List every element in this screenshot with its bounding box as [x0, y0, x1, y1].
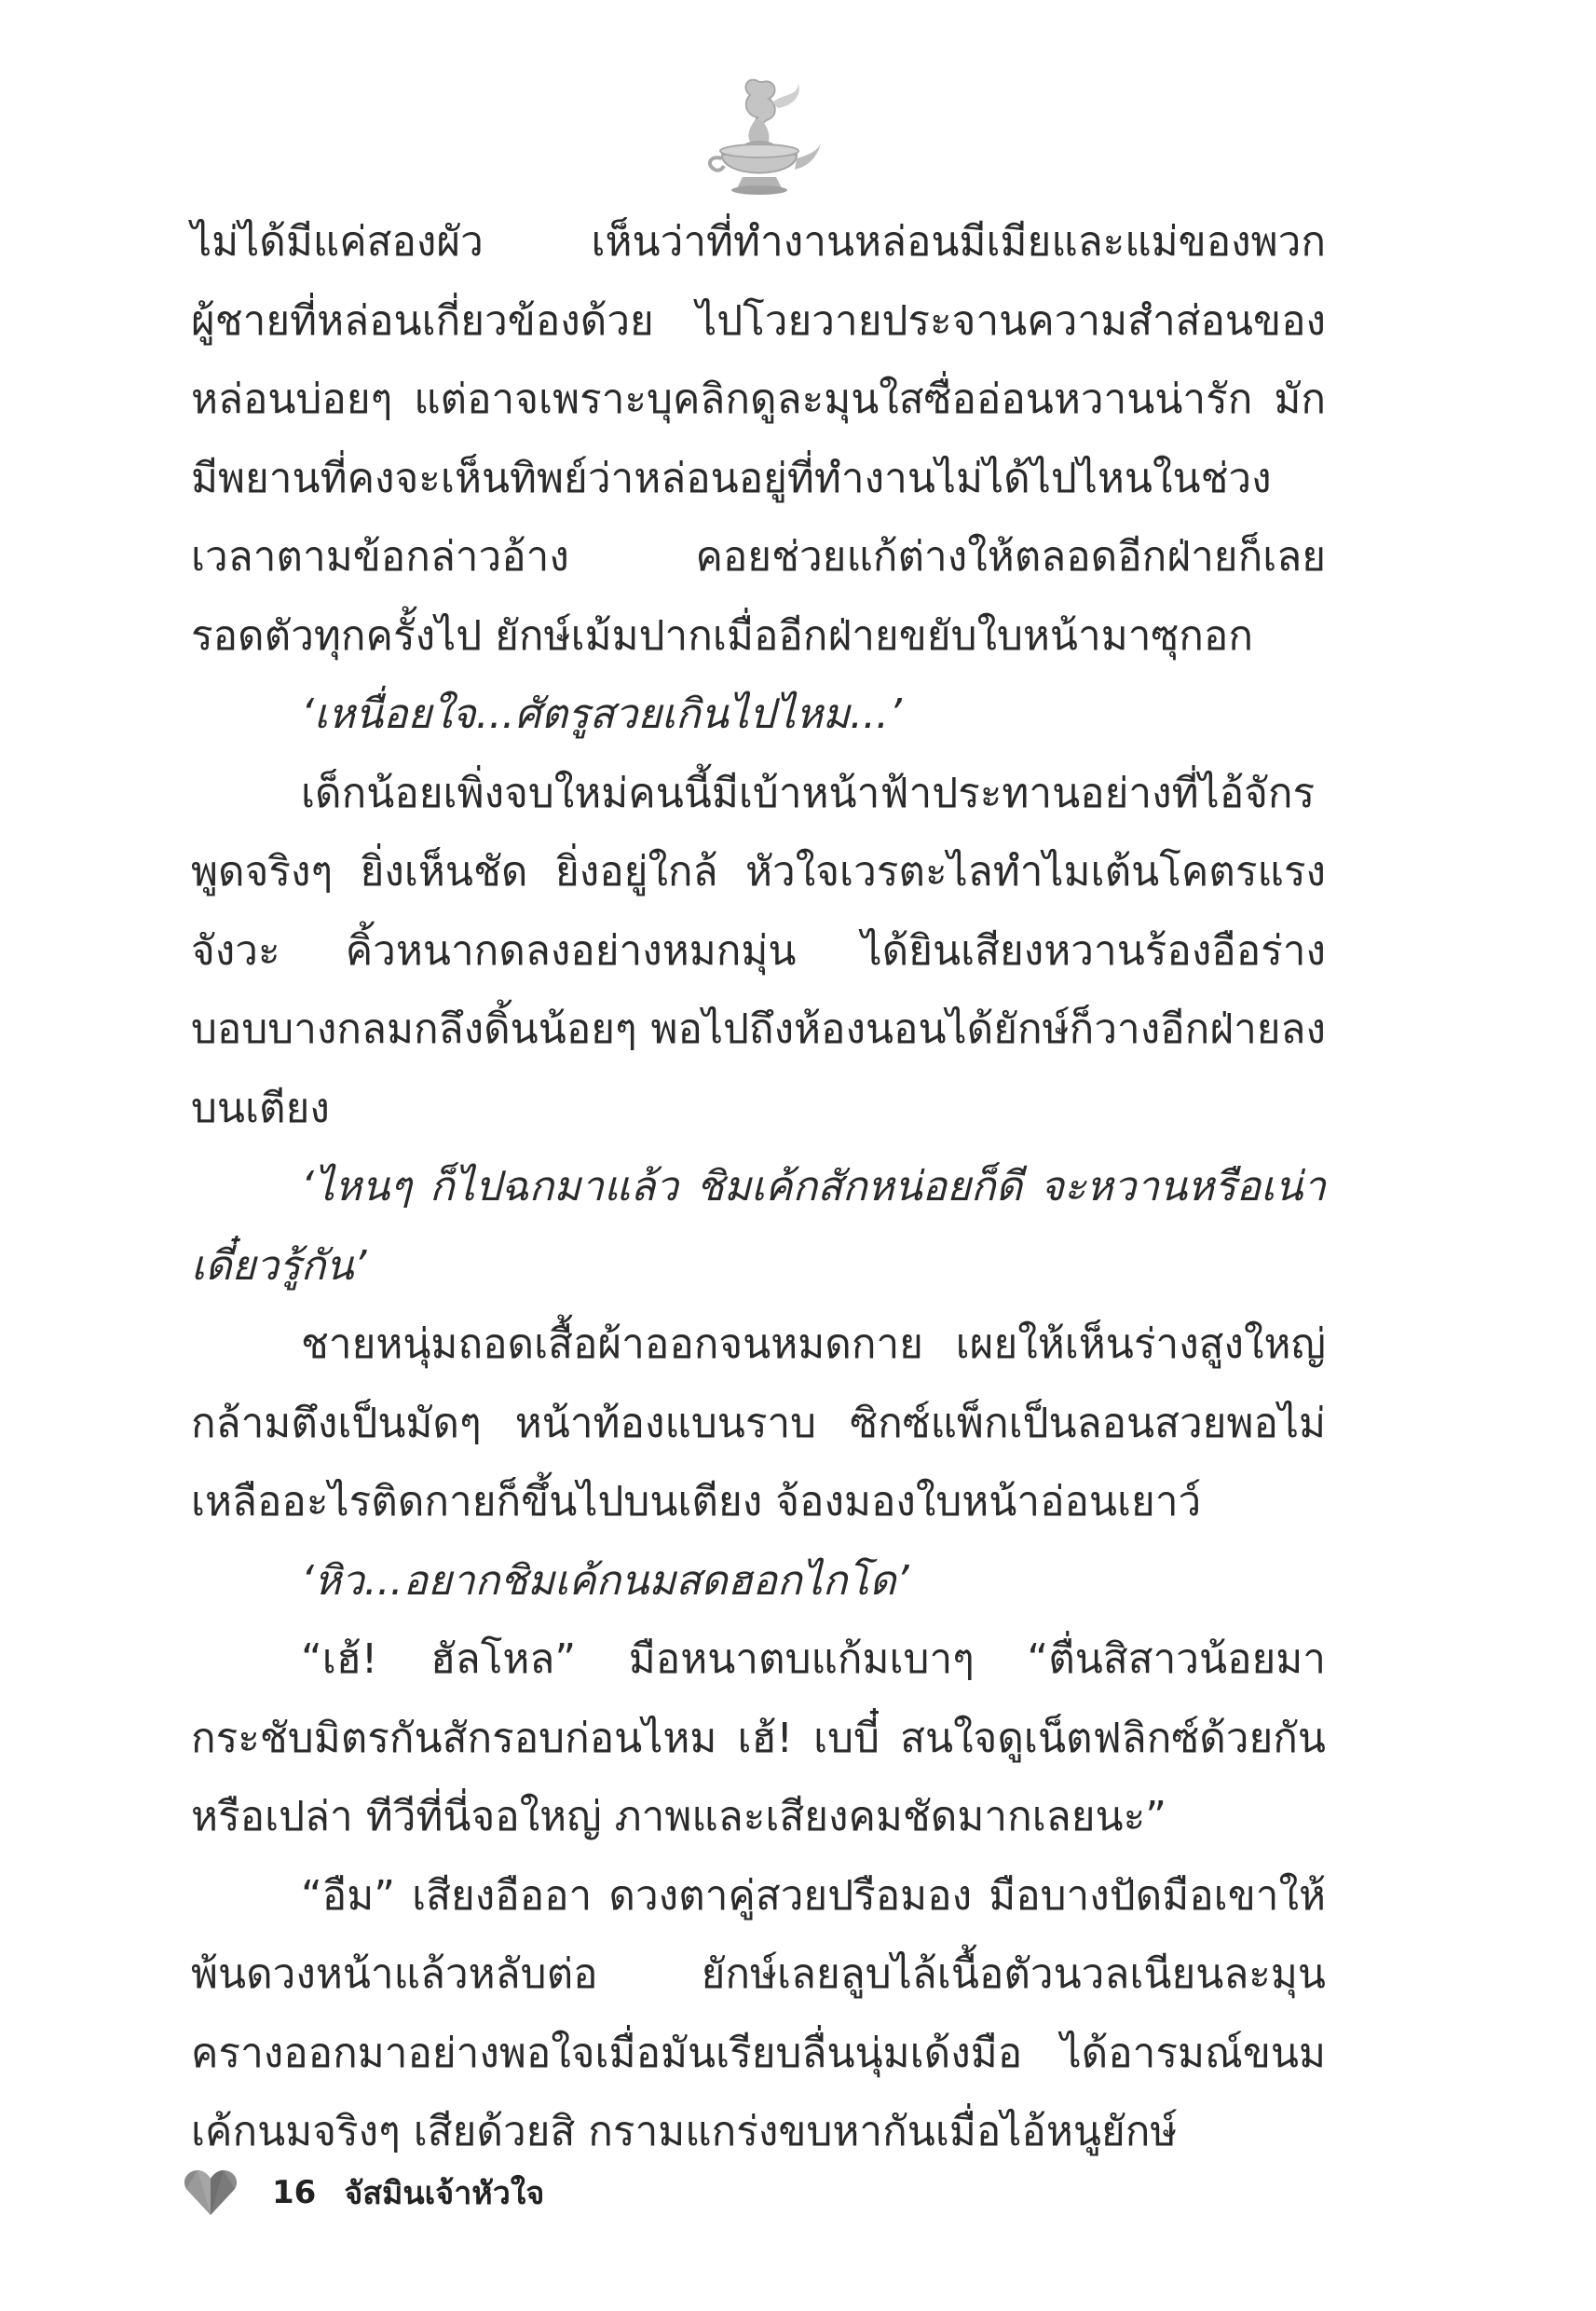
body-text	[191, 203, 1326, 2172]
paragraph: “อืม” เสียงอืออา ดวงตาคู่สวยปรือมอง มือบางปัดมือเขาให้พ้นดวงหน้าแล้วหลับต่อ ยักษ์เลยลูบไล้เนื้อตัวนวลเนียนละมุนครางออกมาอย่างพอใจเมื่อมันเรียบลื่นนุ่มเด้งมือ ได้อารมณ์ขนมเค้กนมจริงๆ เสียด้วยสิ กรามแกร่งขบหากันเมื่อไอ้หนูยักษ์	[191, 1871, 1326, 2155]
paragraph: ไม่ได้มีแค่สองผัว เห็นว่าที่ทำงานหล่อนมีเมียและแม่ของพวกผู้ชายที่หล่อนเกี่ยวข้องด้วย ไปโวยวายประจานความสำส่อนของหล่อนบ่อยๆ แต่อาจเพราะบุคลิกดูละมุนใสซื่ออ่อนหวานน่ารัก มักมีพยานที่คงจะเห็นทิพย์ว่าหล่อนอยู่ที่ทำงานไม่ได้ไปไหนในช่วงเวลาตามข้อกล่าวอ้าง คอยช่วยแก้ต่างให้ตลอดอีกฝ่ายก็เลยรอดตัวทุกครั้งไป ยักษ์เม้มปากเมื่ออีกฝ่ายขยับใบหน้ามาซุกอก	[191, 218, 1326, 660]
paragraph: ชายหนุ่มถอดเสื้อผ้าออกจนหมดกาย เผยให้เห็นร่างสูงใหญ่กล้ามตึงเป็นมัดๆ หน้าท้องแบนราบ ซิกซ์แพ็กเป็นลอนสวยพอไม่เหลืออะไรติดกายก็ขึ้นไปบนเตียง จ้องมองใบหน้าอ่อนเยาว์	[191, 1320, 1326, 1525]
book-title: จัสมินเจ้าหัวใจ	[344, 2175, 545, 2212]
heart-icon	[183, 2168, 239, 2217]
page-number: 16	[272, 2174, 317, 2211]
page-footer	[183, 2160, 544, 2225]
genie-lamp-icon	[694, 65, 825, 205]
dialogue-paragraph: “เฮ้! ฮัลโหล” มือหนาตบแก้มเบาๆ “ตื่นสิสาวน้อยมากระชับมิตรกันสักรอบก่อนไหม เฮ้! เบบี๋ สนใจดูเน็ตฟลิกซ์ด้วยกันหรือเปล่า ทีวีที่นี่จอใหญ่ ภาพและเสียงคมชัดมากเลยนะ”	[191, 1635, 1326, 1840]
inner-thought-paragraph: ‘ไหนๆ ก็ไปฉกมาแล้ว ชิมเค้กสักหน่อยก็ดี จะหวานหรือเน่าเดี๋ยวรู้กัน’	[191, 1163, 1326, 1290]
paragraph: เด็กน้อยเพิ่งจบใหม่คนนี้มีเบ้าหน้าฟ้าประทานอย่างที่ไอ้จักรพูดจริงๆ ยิ่งเห็นชัด ยิ่งอยู่ใกล้ หัวใจเวรตะไลทำไมเต้นโคตรแรงจังวะ คิ้วหนากดลงอย่างหมกมุ่น ได้ยินเสียงหวานร้องอือร่างบอบบางกลมกลึงดิ้นน้อยๆ พอไปถึงห้องนอนได้ยักษ์ก็วางอีกฝ่ายลงบนเตียง	[191, 769, 1326, 1132]
inner-thought-paragraph: ‘หิว...อยากชิมเค้กนมสดฮอกไกโด’	[301, 1556, 909, 1605]
inner-thought-paragraph: ‘เหนื่อยใจ...ศัตรูสวยเกินไปไหม...’	[301, 691, 902, 738]
